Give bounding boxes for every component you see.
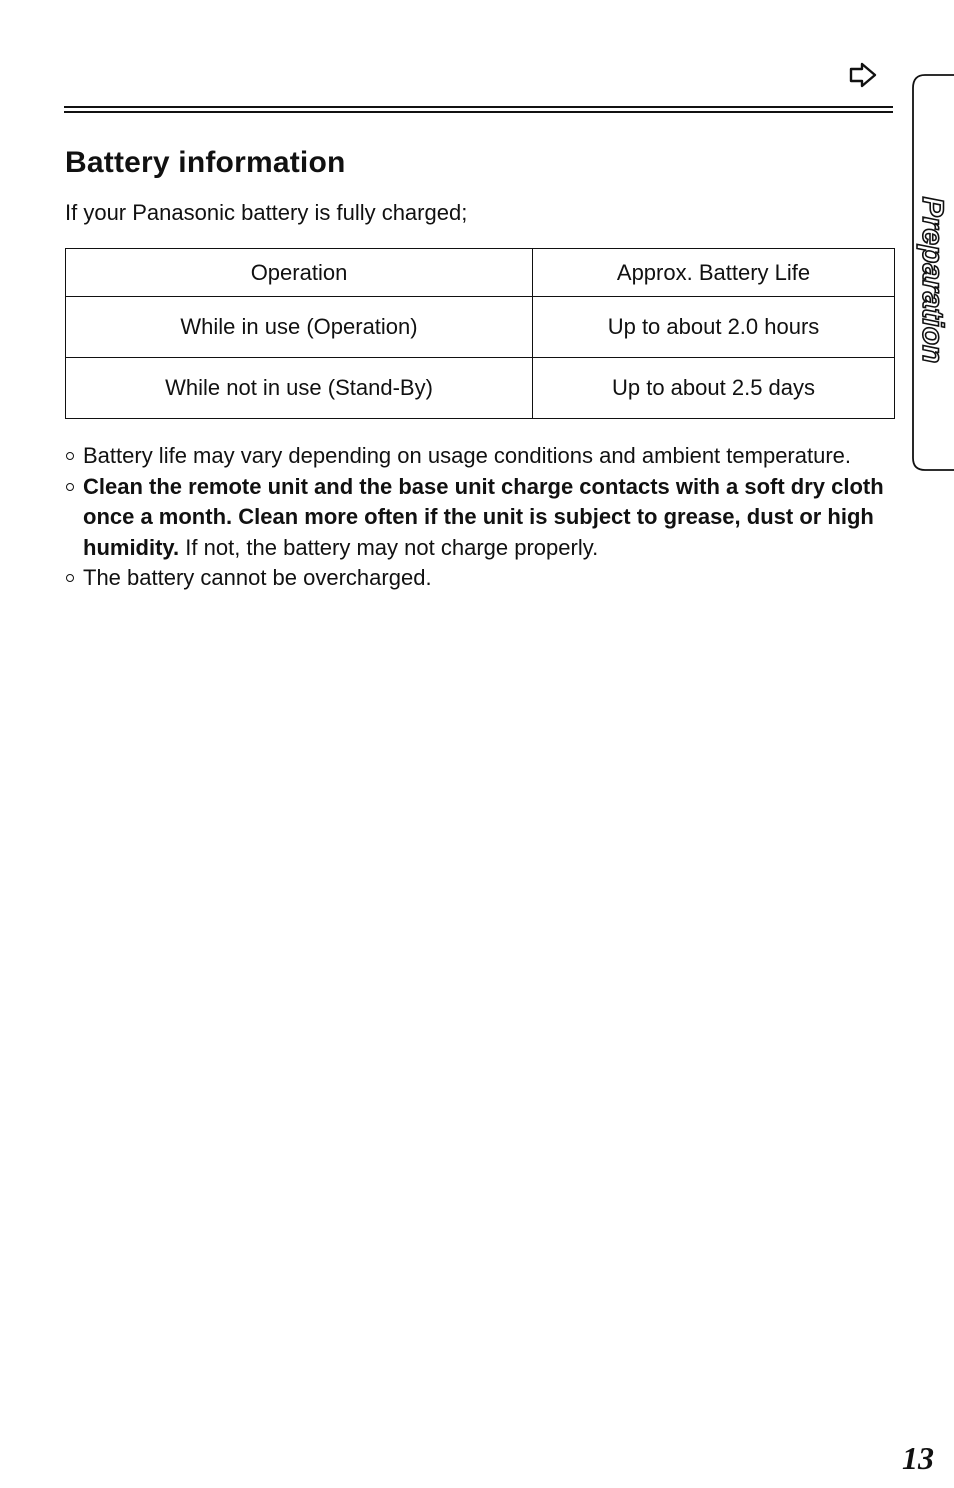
bullet-circle-icon — [66, 483, 74, 491]
notes-list — [65, 441, 895, 594]
intro-text: If your Panasonic battery is fully charged; — [65, 200, 468, 225]
table-cell-battery-life: Up to about 2.5 days — [533, 358, 895, 419]
table-row — [66, 358, 895, 419]
note-text-bold: Clean the remote unit and the base unit charge contacts with a soft dry cloth once a month. Clean more often if the unit is subject to grease, dust or high humidity. — [83, 473, 884, 560]
note-item — [65, 441, 895, 472]
battery-life-table — [65, 248, 895, 419]
header-rule — [64, 106, 893, 113]
table-cell-operation: While not in use (Stand-By) — [66, 358, 533, 419]
continue-arrow-icon — [848, 62, 878, 88]
note-item — [65, 472, 895, 564]
note-text: Battery life may vary depending on usage conditions and ambient temperature. — [83, 443, 852, 468]
table-header-battery-life: Approx. Battery Life — [533, 249, 895, 297]
table-header-row — [66, 249, 895, 297]
note-item — [65, 563, 895, 594]
section-tab-label: Preparation — [916, 196, 949, 364]
bullet-circle-icon — [66, 574, 74, 582]
page-number: 13 — [902, 1440, 934, 1476]
table-row — [66, 297, 895, 358]
table-header-operation: Operation — [66, 249, 533, 297]
bullet-circle-icon — [66, 452, 74, 460]
table-cell-operation: While in use (Operation) — [66, 297, 533, 358]
note-text: The battery cannot be overcharged. — [83, 565, 432, 590]
table-cell-battery-life: Up to about 2.0 hours — [533, 297, 895, 358]
page-title: Battery information — [65, 146, 346, 179]
note-text: If not, the battery may not charge properly. — [179, 534, 599, 560]
